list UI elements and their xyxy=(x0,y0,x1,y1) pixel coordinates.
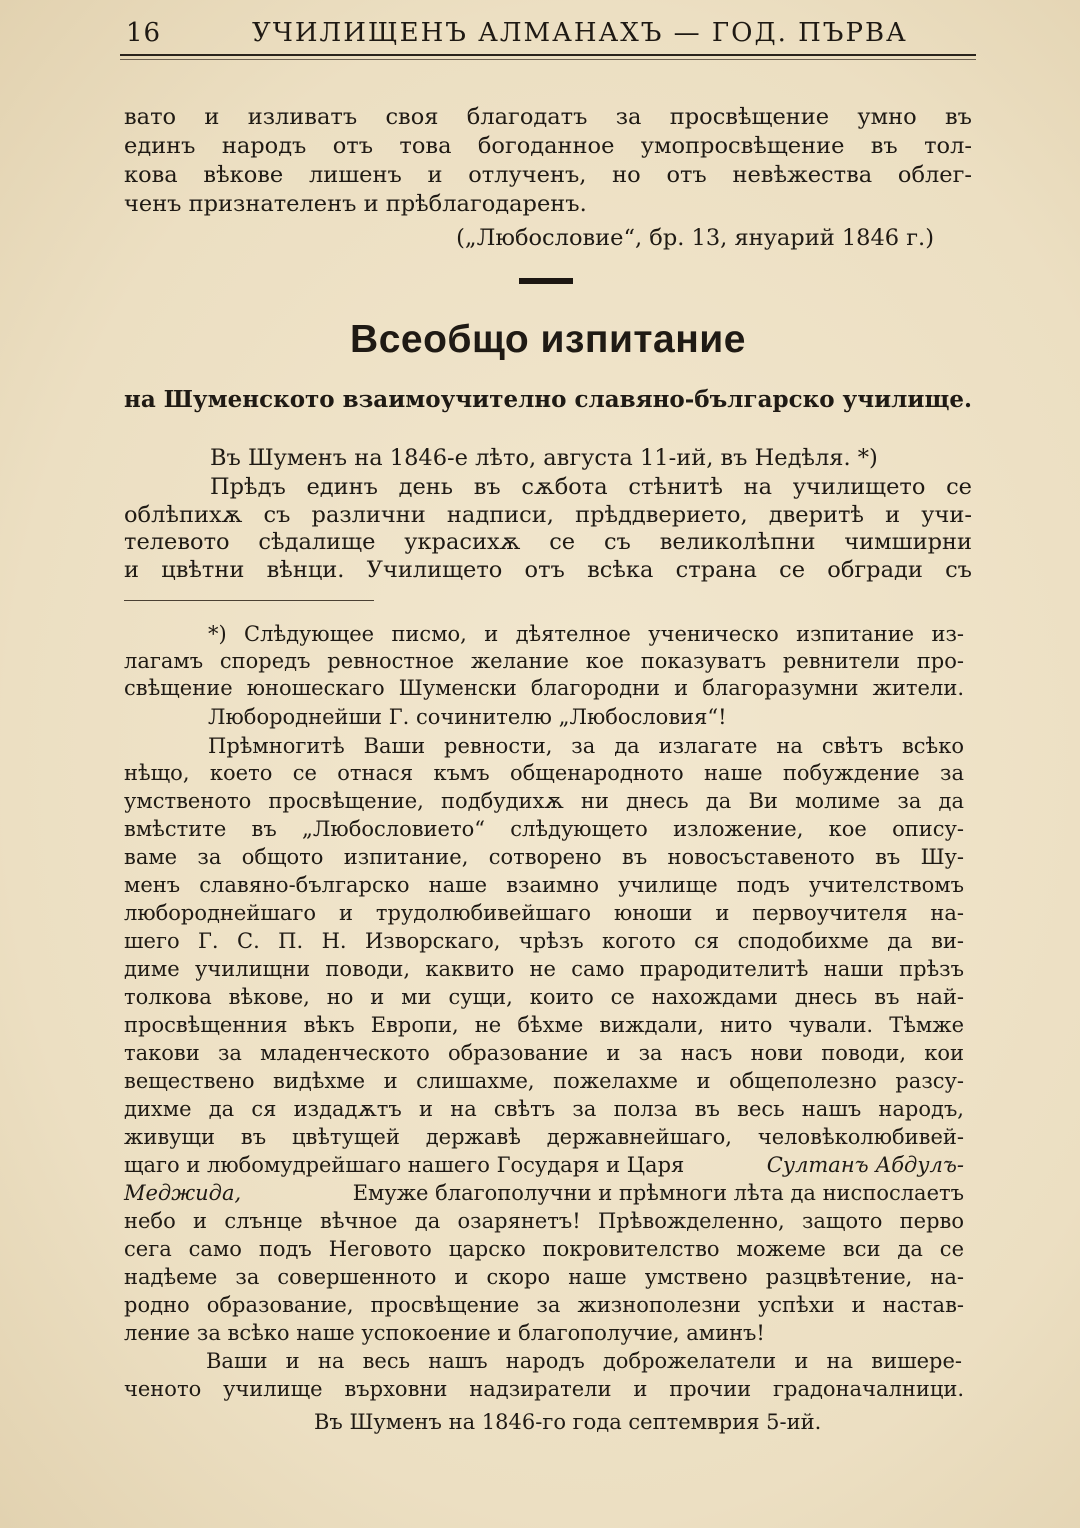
sultan-name: Меджида, xyxy=(124,1181,242,1205)
body-line: облѣпихѫ съ различни надписи, прѣддверието, дверитѣ и учи- xyxy=(124,502,972,528)
footnote-line: веществено видѣхме и слишахме, пожелахме и общеполезно разсу- xyxy=(124,1069,964,1093)
article-heading: Всеобщо изпитание xyxy=(350,318,746,361)
footnote-line: ваме за общото изпитание, сотворено въ новосъставеното въ Шу- xyxy=(124,845,964,869)
footnote-line: сега само подъ Неговото царско покровителство можеме вси да се xyxy=(124,1237,964,1261)
footnote-line: такови за младенческото образование и за насъ нови поводи, кои xyxy=(124,1041,964,1065)
footnote-line: умственото просвѣщение, подбудихѫ ни днесь да Ви молиме за да xyxy=(124,789,964,813)
body-line: Въ Шуменъ на 1846-е лѣто, августа 11-ий, въ Недѣля. *) xyxy=(210,445,878,471)
footnote-line: просвѣщенния вѣкъ Европи, не бѣхме виждали, нито чували. Тѣмже xyxy=(124,1013,964,1037)
footnote-line: Ваши и на весь нашъ народъ доброжелатели и на вишере- xyxy=(206,1349,962,1373)
footnote-line: свѣщение юношескаго Шуменски благородни и благоразумни жители. xyxy=(124,676,964,700)
footnote-line: шего Г. С. П. Н. Изворскаго, чрѣзъ когото ся сподобихме да ви- xyxy=(124,929,964,953)
footnote-line: Любороднейши Г. сочинителю „Любословия“! xyxy=(208,705,727,729)
footnote-line: нѣщо, което се отнася къмъ общенародното наше побуждение за xyxy=(124,761,964,785)
header-rule-thin xyxy=(120,59,976,60)
footnote-line: небо и слънце вѣчное да озарянетъ! Прѣвожделенно, защото перво xyxy=(124,1209,964,1233)
header-rule xyxy=(120,54,976,56)
footnote-line: родно образование, просвѣщение за жизнополезни успѣхи и настав- xyxy=(124,1293,964,1317)
intro-line: ченъ признателенъ и прѣблагодаренъ. xyxy=(124,191,587,217)
footnote-line: ление за всѣко наше успокоение и благополучие, аминъ! xyxy=(124,1321,765,1345)
footnote-line xyxy=(124,1151,964,1179)
body-line: телевото сѣдалище украсихѫ се съ великолѣпни чимширни xyxy=(124,529,972,555)
footnote-line: живущи въ цвѣтущей державѣ державнейшаго, человѣколюбивей- xyxy=(124,1125,964,1149)
footnote-line: Прѣмногитѣ Ваши ревности, за да излагате на свѣтъ всѣко xyxy=(208,734,964,758)
footnote-text: щаго и любомудрейшаго нашего Государя и Царя xyxy=(124,1153,685,1177)
footnote-line: лагамъ споредъ ревностное желание кое показуватъ ревнители про- xyxy=(124,649,964,673)
footnote-rule xyxy=(124,600,374,601)
footnote-date: Въ Шуменъ на 1846-го года септемврия 5-ий. xyxy=(314,1410,822,1434)
footnote-line: дихме да ся издадѫтъ и на свѣтъ за полза въ весь нашъ народъ, xyxy=(124,1097,964,1121)
footnote-line: ченото училище върховни надзиратели и прочии градоначалници. xyxy=(124,1377,964,1401)
intro-line: единъ народъ отъ това богоданное умопросвѣщение въ тол- xyxy=(124,133,972,159)
sultan-name: Султанъ Абдулъ- xyxy=(766,1153,964,1177)
body-line: и цвѣтни вѣнци. Училището отъ всѣка страна се обгради съ xyxy=(124,557,972,583)
footnote-line: менъ славяно-българско наше взаимно училище подъ учителствомъ xyxy=(124,873,964,897)
footnote-line: вмѣстите въ „Любословието“ слѣдующето изложение, кое опису- xyxy=(124,817,964,841)
article-subheading: на Шуменското взаимоучително славяно-българско училище. xyxy=(124,386,972,413)
footnote-line: любороднейшаго и трудолюбивейшаго юноши и первоучителя на- xyxy=(124,901,964,925)
section-separator xyxy=(519,278,573,284)
intro-line: кова вѣкове лишенъ и отлученъ, но отъ невѣжества облег- xyxy=(124,162,972,188)
body-line: Прѣдъ единъ день въ сѫбота стѣнитѣ на училището се xyxy=(210,474,972,500)
citation: („Любословие“, бр. 13, януарий 1846 г.) xyxy=(456,225,934,251)
page-number: 16 xyxy=(126,18,162,48)
running-header xyxy=(126,14,974,54)
footnote-line xyxy=(124,1179,964,1207)
footnote-text: Емуже благополучни и прѣмноги лѣта да ниспослаетъ xyxy=(352,1181,964,1205)
footnote-line: *) Слѣдующее писмо, и дѣятелное ученическо изпитание из- xyxy=(208,622,964,646)
footnote-line: диме училищни поводи, каквито не само прародителитѣ наши прѣзъ xyxy=(124,957,964,981)
footnote-line: толкова вѣкове, но и ми сущи, които се нахождами днесь въ най- xyxy=(124,985,964,1009)
running-title: УЧИЛИЩЕНЪ АЛМАНАХЪ — ГОД. ПЪРВА xyxy=(252,18,908,48)
footnote-line: надѣеме за совершенното и скоро наше умствено разцвѣтение, на- xyxy=(124,1265,964,1289)
intro-line: вато и изливатъ своя благодатъ за просвѣщение умно въ xyxy=(124,104,972,130)
